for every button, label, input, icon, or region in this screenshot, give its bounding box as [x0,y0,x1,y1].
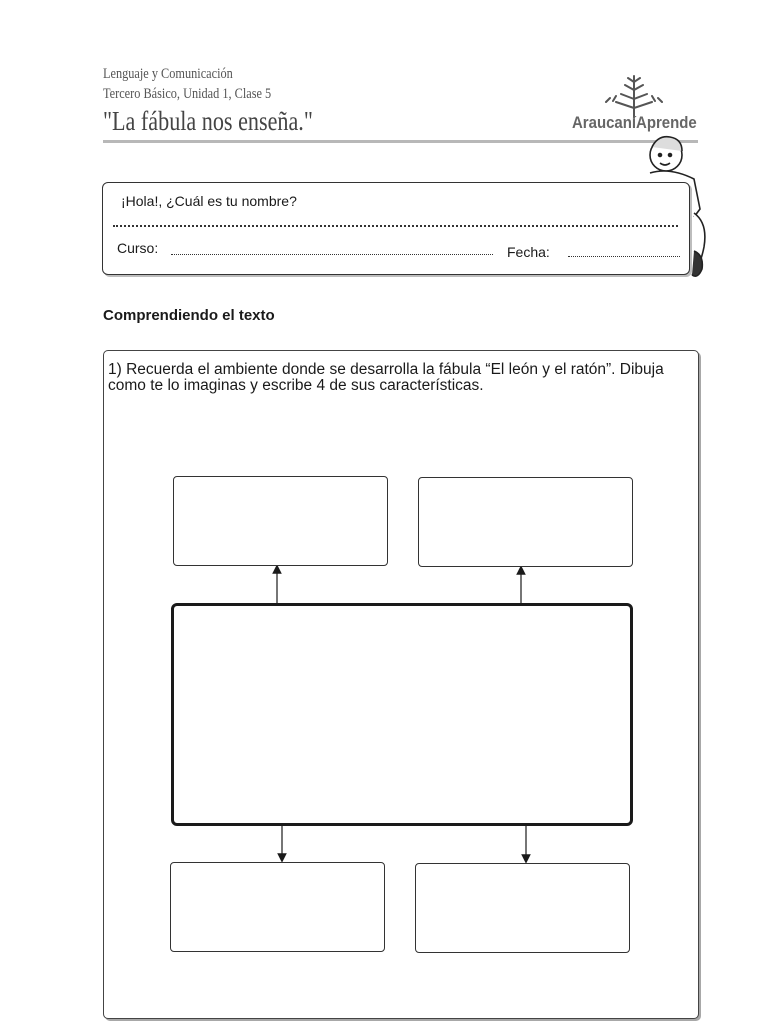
subject-label: Lenguaje y Comunicación [103,66,233,82]
drawing-area[interactable] [171,603,633,826]
course-label: Curso: [117,240,159,256]
course-field-line[interactable] [171,254,493,255]
brand-logo-text: AraucaníAprende [572,113,697,132]
page-title: "La fábula nos enseña." [103,106,313,136]
header-divider [103,140,698,143]
grade-label: Tercero Básico, Unidad 1, Clase 5 [103,86,272,102]
activity-instruction: 1) Recuerda el ambiente donde se desarrolla la fábula “El león y el ratón”. Dibuja como te lo imaginas y escribe 4 de sus características. [108,361,664,394]
characteristic-box-2[interactable] [418,477,633,567]
date-label: Fecha: [507,244,550,260]
name-field-line[interactable] [113,225,678,227]
characteristic-box-3[interactable] [170,862,385,952]
student-info-card [102,182,690,275]
characteristic-box-4[interactable] [415,863,630,953]
name-prompt: ¡Hola!, ¿Cuál es tu nombre? [121,193,297,209]
section-heading: Comprendiendo el texto [103,307,275,324]
activity-box [103,350,699,1019]
date-field-line[interactable] [568,256,680,257]
characteristic-box-1[interactable] [173,476,388,566]
